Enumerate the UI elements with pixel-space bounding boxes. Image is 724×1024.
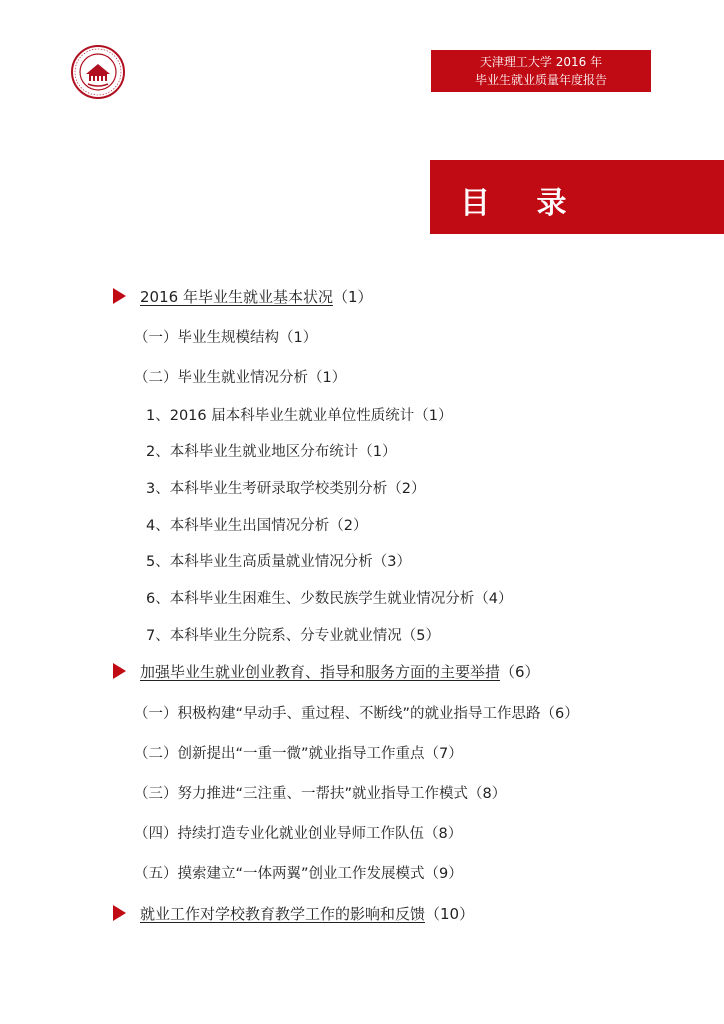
toc-entry[interactable] bbox=[146, 624, 440, 645]
toc-entry-text: （五）摸索建立“一体两翼”创业工作发展模式 bbox=[134, 866, 425, 882]
toc-entry[interactable] bbox=[134, 862, 463, 883]
triangle-bullet-icon bbox=[113, 663, 126, 679]
toc-entry[interactable] bbox=[146, 587, 512, 608]
toc-entry-text: 加强毕业生就业创业教育、指导和服务方面的主要举措 bbox=[140, 663, 501, 681]
toc-entry[interactable] bbox=[146, 514, 367, 535]
toc-entry[interactable] bbox=[134, 702, 579, 723]
toc-entry-text: 3、本科毕业生考研录取学校类别分析 bbox=[146, 481, 388, 497]
toc-entry[interactable] bbox=[134, 742, 463, 763]
toc-entry-text: （二）创新提出“一重一微”就业指导工作重点 bbox=[134, 746, 425, 762]
toc-entry-text: 1、2016 届本科毕业生就业单位性质统计 bbox=[146, 408, 415, 424]
triangle-bullet-icon bbox=[113, 905, 126, 921]
toc-entry-text: 7、本科毕业生分院系、分专业就业情况 bbox=[146, 628, 402, 644]
toc-entry-text: （一）毕业生规模结构 bbox=[134, 330, 279, 346]
toc-entry[interactable] bbox=[134, 366, 346, 387]
header-line-1: 天津理工大学 2016 年 bbox=[479, 55, 603, 69]
toc-entry-text: （四）持续打造专业化就业创业导师工作队伍 bbox=[134, 826, 424, 842]
toc-entry-page: （8） bbox=[468, 786, 507, 802]
toc-entry-page: （1） bbox=[414, 408, 453, 424]
toc-entry[interactable] bbox=[140, 903, 474, 924]
toc-entry[interactable] bbox=[140, 286, 373, 307]
toc-entry-page: （10） bbox=[425, 905, 475, 923]
toc-entry-page: （4） bbox=[474, 591, 513, 607]
toc-entry-text: 2016 年毕业生就业基本状况 bbox=[140, 288, 333, 306]
toc-title-band bbox=[430, 160, 724, 234]
toc-entry-page: （1） bbox=[308, 370, 347, 386]
triangle-bullet-icon bbox=[113, 288, 126, 304]
toc-entry-page: （9） bbox=[424, 866, 463, 882]
toc-entry-text: 就业工作对学校教育教学工作的影响和反馈 bbox=[140, 905, 426, 923]
header-line-2: 毕业生就业质量年度报告 bbox=[474, 73, 607, 87]
toc-entry[interactable] bbox=[134, 822, 462, 843]
toc-entry[interactable] bbox=[146, 550, 411, 571]
toc-entry[interactable] bbox=[134, 782, 506, 803]
toc-entry-text: 4、本科毕业生出国情况分析 bbox=[146, 518, 330, 534]
toc-entry-page: （3） bbox=[372, 554, 411, 570]
toc-entry[interactable] bbox=[146, 477, 425, 498]
report-header-box bbox=[431, 50, 651, 92]
toc-title: 目 录 bbox=[460, 186, 585, 221]
toc-entry-page: （1） bbox=[358, 444, 397, 460]
toc-entry-page: （7） bbox=[424, 746, 463, 762]
toc-entry-text: 5、本科毕业生高质量就业情况分析 bbox=[146, 554, 373, 570]
toc-entry-page: （1） bbox=[332, 288, 373, 306]
toc-entry-page: （5） bbox=[401, 628, 440, 644]
toc-entry[interactable] bbox=[146, 440, 396, 461]
toc-entry-page: （6） bbox=[500, 663, 540, 681]
toc-entry-page: （2） bbox=[387, 481, 426, 497]
toc-entry-text: （二）毕业生就业情况分析 bbox=[134, 370, 308, 386]
toc-entry-text: 2、本科毕业生就业地区分布统计 bbox=[146, 444, 359, 460]
toc-entry-text: （三）努力推进“三注重、一帮扶”就业指导工作模式 bbox=[134, 786, 469, 802]
university-seal-icon bbox=[70, 44, 126, 100]
toc-entry-page: （8） bbox=[424, 826, 463, 842]
toc-entry-page: （1） bbox=[279, 330, 318, 346]
toc-entry[interactable] bbox=[140, 661, 540, 682]
toc-entry[interactable] bbox=[134, 326, 317, 347]
toc-entry-page: （2） bbox=[329, 518, 368, 534]
toc-entry-text: （一）积极构建“早动手、重过程、不断线”的就业指导工作思路 bbox=[134, 706, 541, 722]
toc-entry[interactable] bbox=[146, 404, 452, 425]
toc-entry-page: （6） bbox=[540, 706, 579, 722]
toc-entry-text: 6、本科毕业生困难生、少数民族学生就业情况分析 bbox=[146, 591, 475, 607]
